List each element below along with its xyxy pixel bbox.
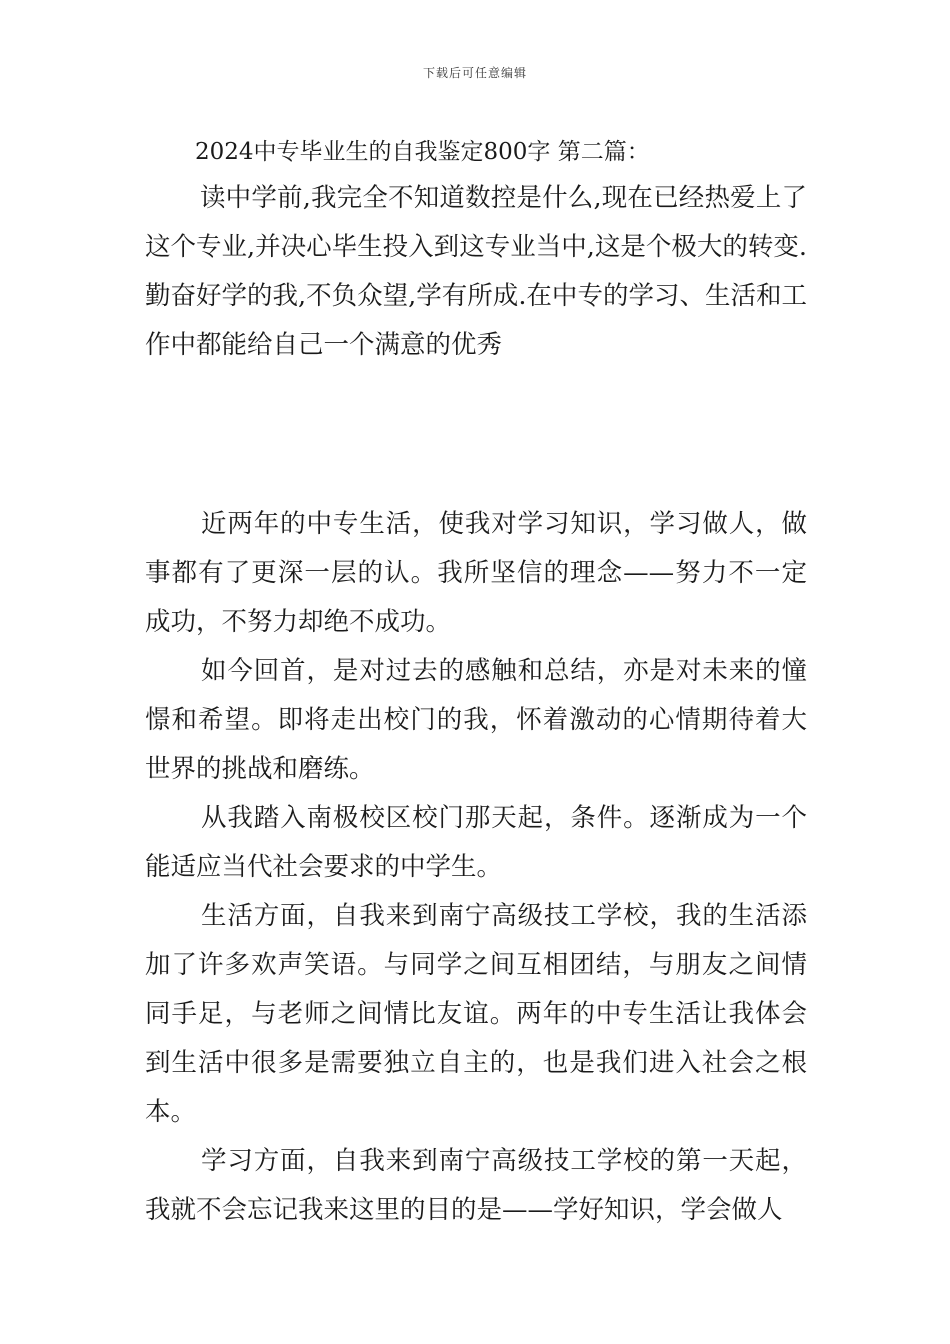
body-paragraph: 学习方面，自我来到南宁高级技工学校的第一天起，我就不会忘记我来这里的目的是——学好知识，学会做人 bbox=[145, 1146, 807, 1225]
body-paragraph: 生活方面，自我来到南宁高级技工学校，我的生活添加了许多欢声笑语。与同学之间互相团结，与朋友之间情同手足，与老师之间情比友谊。两年的中专生活让我体会到生活中很多是需要独立自主的，也是我们进入社会之根本。 bbox=[145, 901, 807, 1127]
intro-paragraph: 读中学前,我完全不知道数控是什么,现在已经热爱上了这个专业,并决心毕生投入到这专业当中,这是个极大的转变.勤奋好学的我,不负众望,学有所成.在中专的学习、生活和工作中都能给自己一个满意的优秀 bbox=[145, 183, 807, 360]
body-paragraph: 从我踏入南极校区校门那天起，条件。逐渐成为一个能适应当代社会要求的中学生。 bbox=[145, 803, 807, 882]
document-title: 2024中专毕业生的自我鉴定800字 第二篇： bbox=[195, 139, 650, 165]
document-body bbox=[145, 130, 807, 1235]
section-gap bbox=[145, 370, 807, 500]
body-paragraph: 如今回首，是对过去的感触和总结，亦是对未来的憧憬和希望。即将走出校门的我，怀着激动的心情期待着大世界的挑战和磨练。 bbox=[145, 656, 807, 784]
header-note: 下载后可任意编辑 bbox=[422, 66, 527, 80]
body-paragraph: 近两年的中专生活，使我对学习知识，学习做人，做事都有了更深一层的认。我所坚信的理念——努力不一定成功，不努力却绝不成功。 bbox=[145, 509, 807, 637]
